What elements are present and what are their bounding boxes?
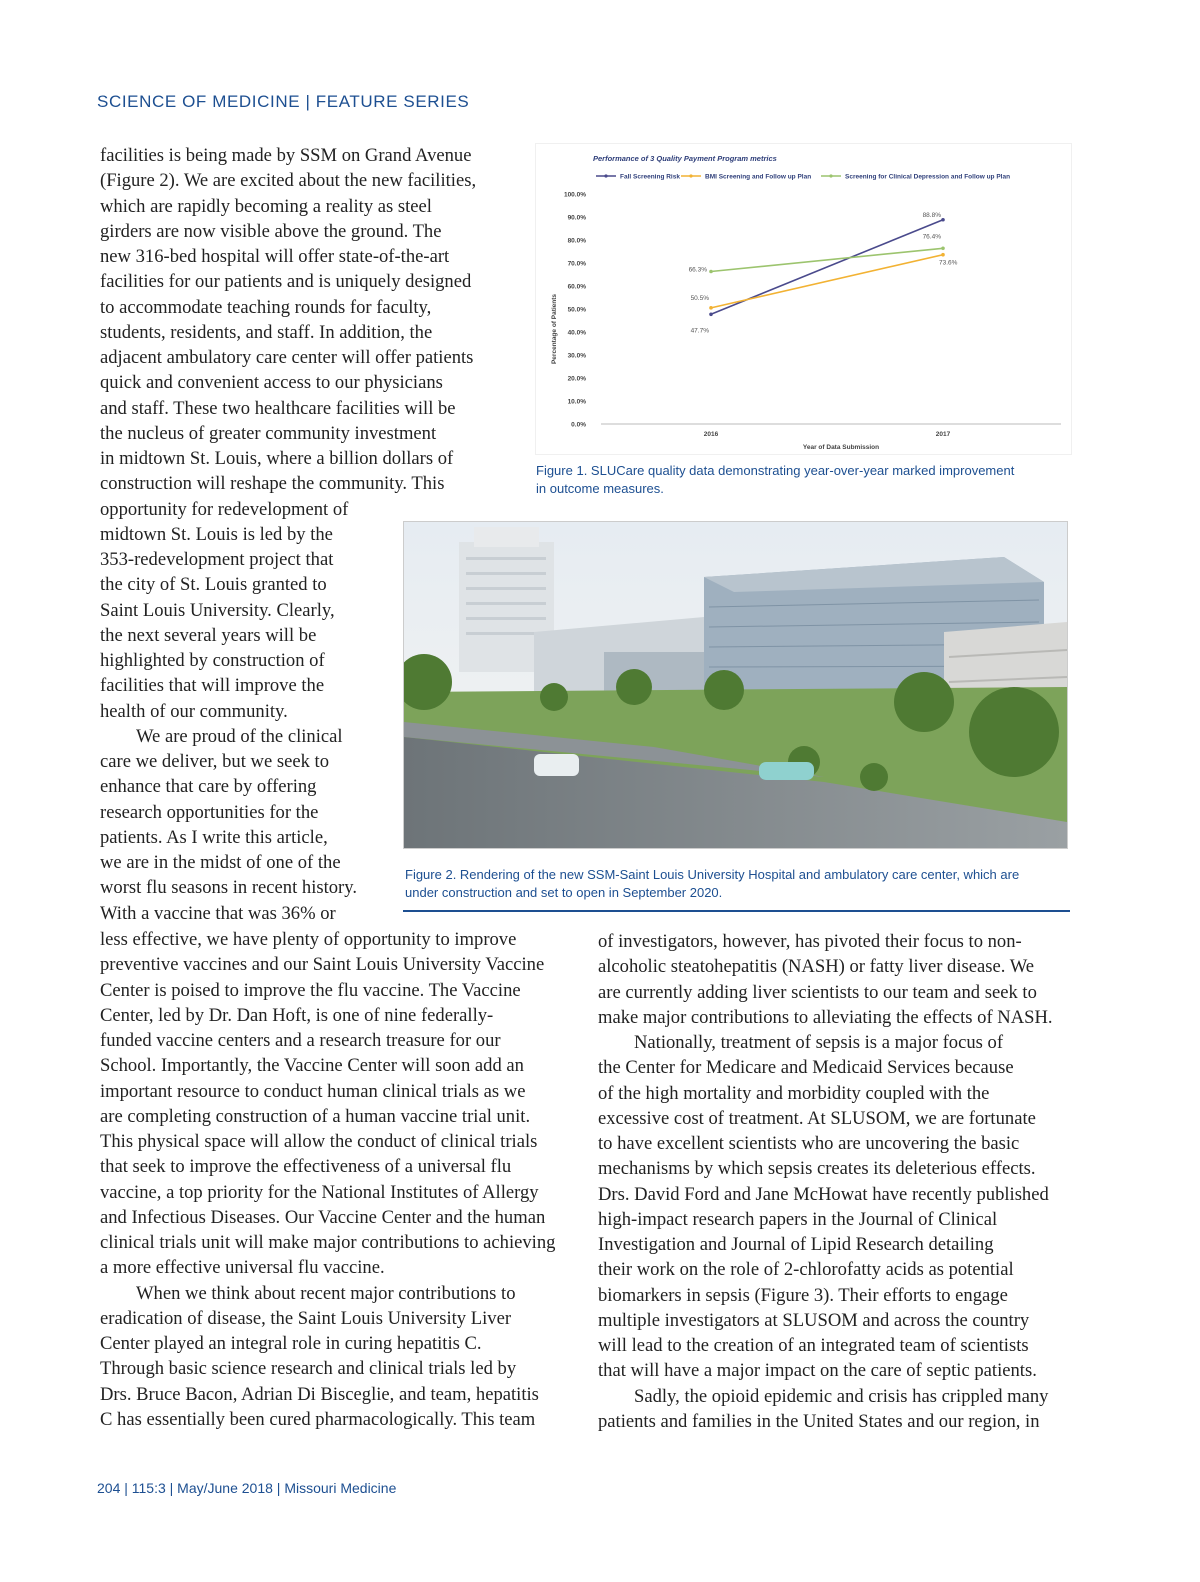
figure1-caption-line: in outcome measures. [536,481,664,496]
text-line: patients and families in the United States and our region, in [598,1410,1040,1432]
text-line: will lead to the creation of an integrated team of scientists [598,1335,1029,1356]
text-line: biomarkers in sepsis (Figure 3). Their efforts to engage [598,1284,1008,1306]
text-line: Center is poised to improve the flu vaccine. The Vaccine [100,979,521,1001]
text-line: 353-redevelopment project that [100,549,334,570]
text-line: adjacent ambulatory care center will offer patients [100,347,474,368]
text-line: excessive cost of treatment. At SLUSOM, we are fortunate [598,1107,1036,1129]
text-line: funded vaccine centers and a research treasure for our [100,1030,501,1051]
text-line: facilities for our patients and is uniquely designed [100,271,472,293]
text-line: preventive vaccines and our Saint Louis University Vaccine [100,954,545,976]
text-line: research opportunities for the [100,801,319,823]
text-line: the city of St. Louis granted to [100,574,327,596]
text-line: to have excellent scientists who are uncovering the basic [598,1133,1020,1154]
text-line: to accommodate teaching rounds for faculty, [100,296,432,318]
data-point [941,218,945,222]
text-line: high-impact research papers in the Journal of Clinical [598,1208,998,1230]
text-line: midtown St. Louis is led by the [100,523,333,545]
text-line: their work on the role of 2-chlorofatty acids as potential [598,1259,1014,1281]
page-footer: 204 | 115:3 | May/June 2018 | Missouri Medicine [97,1480,397,1496]
text-line: Nationally, treatment of sepsis is a major focus of [634,1032,1004,1053]
y-tick-label: 40.0% [567,329,586,337]
text-line: and staff. These two healthcare facilities will be [100,397,456,419]
text-line: opportunity for redevelopment of [100,498,349,520]
y-tick-label: 0.0% [571,421,586,429]
text-line: and Infectious Diseases. Our Vaccine Center and the human [100,1206,546,1228]
text-line: girders are now visible above the ground. The [100,220,442,242]
y-tick-label: 60.0% [567,283,586,291]
legend-label: BMI Screening and Follow up Plan [705,173,812,181]
chart-svg [536,144,1071,454]
text-line: new 316-bed hospital will offer state-of-the-art [100,246,450,267]
text-line: Saint Louis University. Clearly, [100,599,335,621]
y-tick-label: 90.0% [567,214,586,222]
text-line: Sadly, the opioid epidemic and crisis has crippled many [634,1385,1049,1407]
text-line: Drs. Bruce Bacon, Adrian Di Bisceglie, and team, hepatitis [100,1383,539,1405]
figure-divider [403,910,1070,912]
x-axis-label: Year of Data Submission [802,444,880,451]
text-line: This physical space will allow the conduct of clinical trials [100,1131,538,1152]
figure2-caption-line: under construction and set to open in September 2020. [405,885,723,900]
text-line: highlighted by construction of [100,650,325,671]
text-line: vaccine, a top priority for the National Institutes of Allergy [100,1181,539,1203]
y-tick-label: 70.0% [567,260,586,268]
text-line: of the high mortality and morbidity coupled with the [598,1082,990,1104]
text-line: clinical trials unit will make major contributions to achieving [100,1232,556,1253]
text-line: (Figure 2). We are excited about the new facilities, [100,170,477,192]
text-line: construction will reshape the community. This [100,473,445,495]
x-tick-label: 2017 [935,431,951,438]
section-header: SCIENCE OF MEDICINE | FEATURE SERIES [97,92,470,111]
figure1-caption [536,462,1014,498]
text-line: make major contributions to alleviating the effects of NASH. [598,1006,1053,1028]
text-line: are currently adding liver scientists to our team and seek to [598,981,1037,1003]
figure1-caption-line: Figure 1. SLUCare quality data demonstrating year-over-year marked improvement [536,463,1015,478]
y-tick-label: 50.0% [567,306,586,314]
hospital-rendering-image [403,521,1068,849]
data-label: 50.5% [690,294,709,302]
text-line: School. Importantly, the Vaccine Center will soon add an [100,1055,524,1077]
text-line: facilities that will improve the [100,675,325,697]
text-line: eradication of disease, the Saint Louis University Liver [100,1307,512,1329]
text-line: worst flu seasons in recent history. [100,877,357,899]
text-line: When we think about recent major contributions to [136,1282,516,1304]
text-line: health of our community. [100,700,288,722]
y-axis-label: Percentage of Patients [551,293,558,365]
text-line: the next several years will be [100,624,317,646]
text-line: quick and convenient access to our physicians [100,372,443,394]
text-line: care we deliver, but we seek to [100,751,329,772]
x-tick-label: 2016 [703,431,719,438]
text-line: enhance that care by offering [100,776,317,798]
data-point [709,306,713,310]
text-line: alcoholic steatohepatitis (NASH) or fatty liver disease. We [598,956,1035,978]
chart-title: Performance of 3 Quality Payment Program metrics [593,154,777,163]
text-line: important resource to conduct human clinical trials as we [100,1080,526,1102]
y-tick-label: 20.0% [567,375,586,383]
data-label: 66.3% [688,266,707,274]
data-point [709,270,713,274]
data-point [709,312,713,316]
text-line: patients. As I write this article, [100,826,328,848]
y-tick-label: 80.0% [567,237,586,245]
text-line: which are rapidly becoming a reality as steel [100,195,432,217]
text-line: C has essentially been cured pharmacologically. This team [100,1408,536,1430]
y-tick-label: 100.0% [563,191,586,199]
text-line: in midtown St. Louis, where a billion dollars of [100,448,454,469]
y-tick-label: 30.0% [567,352,586,360]
legend-marker [829,174,832,177]
text-line: that seek to improve the effectiveness of a universal flu [100,1156,512,1178]
data-label: 73.6% [939,259,958,267]
text-line: Investigation and Journal of Lipid Research detailing [598,1234,994,1255]
legend-label: Screening for Clinical Depression and Follow up Plan [845,173,1011,181]
text-line: we are in the midst of one of the [100,852,341,873]
series-line [711,255,943,308]
y-tick-label: 10.0% [567,398,586,406]
text-line: students, residents, and staff. In addition, the [100,321,433,343]
text-line: of investigators, however, has pivoted their focus to non- [598,931,1022,952]
figure1-chart [535,143,1072,455]
text-line: the nucleus of greater community investment [100,422,437,444]
text-line: less effective, we have plenty of opportunity to improve [100,929,517,950]
data-point [941,253,945,257]
series-line [711,248,943,271]
legend-marker [604,174,607,177]
legend-label: Fall Screening Risk [620,173,680,181]
text-line: that will have a major impact on the care of septic patients. [598,1360,1037,1382]
figure2-caption [405,866,1019,902]
text-line: We are proud of the clinical [136,725,343,747]
text-line: Center played an integral role in curing hepatitis C. [100,1333,482,1354]
text-line: a more effective universal flu vaccine. [100,1257,385,1279]
text-line: Through basic science research and clinical trials led by [100,1358,517,1380]
data-point [941,246,945,250]
text-line: the Center for Medicare and Medicaid Services because [598,1057,1014,1079]
data-label: 47.7% [690,327,709,335]
data-label: 88.8% [922,211,941,219]
text-line: multiple investigators at SLUSOM and across the country [598,1309,1030,1331]
data-label: 76.4% [922,233,941,241]
text-line: mechanisms by which sepsis creates its deleterious effects. [598,1158,1036,1180]
text-line: Drs. David Ford and Jane McHowat have recently published [598,1183,1049,1205]
text-line: With a vaccine that was 36% or [100,902,336,924]
figure2-caption-line: Figure 2. Rendering of the new SSM-Saint Louis University Hospital and ambulatory care center, which are [405,867,1020,882]
text-line: are completing construction of a human vaccine trial unit. [100,1105,531,1127]
text-line: facilities is being made by SSM on Grand Avenue [100,145,472,166]
text-line: Center, led by Dr. Dan Hoft, is one of nine federally- [100,1004,494,1026]
legend-marker [689,174,692,177]
